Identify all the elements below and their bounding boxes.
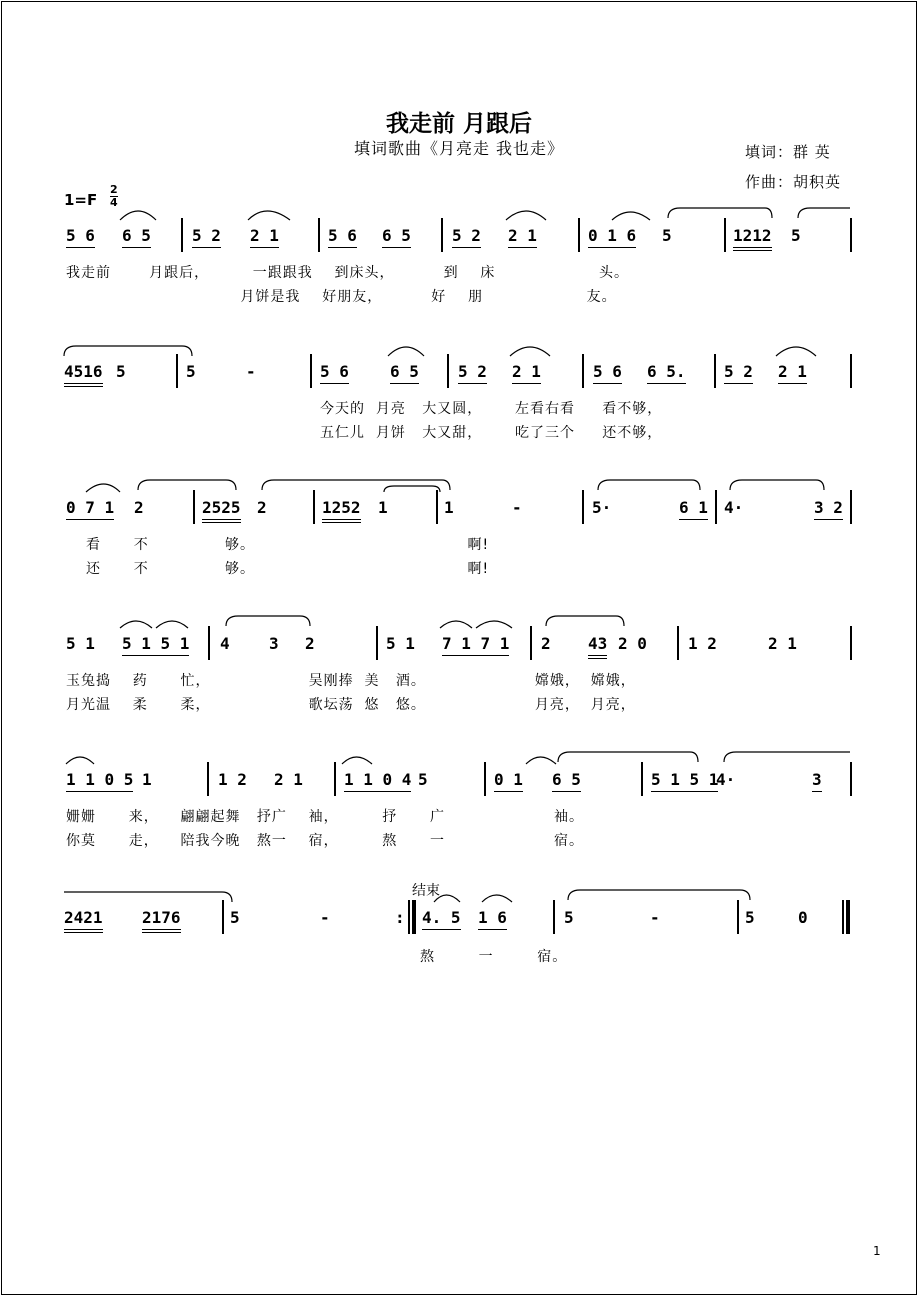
lyrics-line-1: 看 不 够。 啊!: [86, 537, 490, 553]
note-group: 2: [541, 634, 551, 653]
note-group: 2525: [202, 498, 241, 523]
note-group: 4516: [64, 362, 103, 387]
slur-marks: [0, 206, 918, 230]
repeat-dots: :: [395, 908, 405, 927]
note-group: 5: [116, 362, 126, 381]
lyricist-credit: 填词：群 英: [745, 143, 831, 161]
note-group: 2 1: [768, 634, 797, 653]
note-group: 1 1 0 5: [66, 770, 133, 792]
note-group: -: [320, 908, 330, 927]
note-group: -: [246, 362, 256, 381]
note-group: 5 2: [724, 362, 753, 384]
lyrics-line-1: 今天的 月亮 大又圆， 左看右看 看不够，: [320, 401, 663, 417]
note-group: 5 1 5 1: [651, 770, 718, 792]
note-group: 7 1 7 1: [442, 634, 509, 656]
note-group: 1: [378, 498, 388, 517]
note-group: 2 1: [508, 226, 537, 248]
note-group: 6 5: [552, 770, 581, 792]
time-signature-top: 2: [110, 183, 118, 196]
note-group: 6 1: [679, 498, 708, 520]
fine-mark: 结束: [412, 883, 440, 899]
lyrics-line-2: 还 不 够。 啊!: [86, 561, 490, 577]
note-group: 6 5: [122, 226, 151, 248]
note-group: 2176: [142, 908, 181, 933]
note-group: 5 1 5 1: [122, 634, 189, 656]
note-group: 5 2: [458, 362, 487, 384]
slur-marks: [0, 748, 918, 774]
note-group: 5: [230, 908, 240, 927]
time-signature-bottom: 4: [110, 196, 118, 209]
note-group: 1 6: [478, 908, 507, 930]
note-group: 0: [798, 908, 808, 927]
note-group: 6 5: [390, 362, 419, 384]
lyrics-line-2: 月饼是我 好朋友， 好 朋 友。: [66, 289, 617, 305]
song-subtitle: 填词歌曲《月亮走 我也走》: [353, 139, 565, 158]
note-group: 4·: [724, 498, 744, 517]
note-group: 2 1: [250, 226, 279, 248]
note-group: 5 1: [386, 634, 415, 653]
slur-marks: [0, 476, 918, 502]
note-group: 5: [564, 908, 574, 927]
note-group: 1 2: [688, 634, 717, 653]
note-group: 5 6: [320, 362, 349, 384]
note-group: 5: [791, 226, 801, 245]
note-group: 1: [444, 498, 454, 517]
lyrics-line-1: 玉兔捣 药 忙， 吴刚捧 美 酒。 嫦娥， 嫦娥，: [66, 673, 636, 689]
note-group: 1: [142, 770, 152, 789]
page-number: 1: [873, 1244, 881, 1258]
note-group: 2 1: [778, 362, 807, 384]
note-group: 5 2: [452, 226, 481, 248]
note-group: 5 2: [192, 226, 221, 248]
note-group: 2: [305, 634, 315, 653]
note-group: 0 1 6: [588, 226, 636, 248]
slur-marks: [0, 886, 918, 912]
note-group: 1252: [322, 498, 361, 523]
note-group: 0 1: [494, 770, 523, 792]
note-group: 5 6: [66, 226, 95, 248]
note-group: 43: [588, 634, 607, 659]
note-group: 2 0: [618, 634, 647, 653]
lyrics-line-2: 五仁儿 月饼 大又甜， 吃了三个 还不够，: [320, 425, 663, 441]
note-group: 5: [186, 362, 196, 381]
note-group: 1212: [733, 226, 772, 251]
note-group: 5: [745, 908, 755, 927]
note-group: 6 5: [382, 226, 411, 248]
note-group: 4. 5: [422, 908, 461, 930]
note-group: 2 1: [274, 770, 303, 789]
lyrics-line-2: 你莫 走， 陪我今晚 熬一 宿， 熬 一 宿。: [66, 833, 584, 849]
note-group: 0 7 1: [66, 498, 114, 520]
note-group: 2: [134, 498, 144, 517]
note-group: 5 1: [66, 634, 95, 653]
lyrics-line-2: 月光温 柔 柔， 歌坛荡 悠 悠。 月亮， 月亮，: [66, 697, 636, 713]
note-group: 4: [220, 634, 230, 653]
note-group: 5 6: [328, 226, 357, 248]
note-group: 1 1 0 4: [344, 770, 411, 792]
note-group: 3 2: [814, 498, 843, 520]
note-group: 3: [269, 634, 279, 653]
note-group: 5: [418, 770, 428, 789]
slur-marks: [0, 612, 918, 638]
key-signature: 1=F: [64, 191, 98, 209]
note-group: 2421: [64, 908, 103, 933]
lyrics-line-1: 我走前 月跟后， 一跟跟我 到床头， 到 床 头。: [66, 265, 629, 281]
note-group: -: [650, 908, 660, 927]
slur-marks: [0, 342, 918, 366]
lyrics-line-1: 熬 一 宿。: [420, 949, 568, 965]
note-group: 5 6: [593, 362, 622, 384]
note-group: 3: [812, 770, 822, 792]
note-group: 5·: [592, 498, 612, 517]
song-title: 我走前 月跟后: [385, 111, 532, 137]
staff-row-6: [0, 908, 918, 1048]
note-group: 1 2: [218, 770, 247, 789]
note-group: 5: [662, 226, 672, 245]
note-group: 2: [257, 498, 267, 517]
lyrics-line-1: 姗姗 来， 翩翩起舞 抒广 袖， 抒 广 袖。: [66, 809, 584, 825]
note-group: 4·: [716, 770, 736, 789]
composer-credit: 作曲：胡积英: [745, 173, 842, 191]
note-group: 2 1: [512, 362, 541, 384]
note-group: -: [512, 498, 522, 517]
note-group: 6 5.: [647, 362, 686, 384]
